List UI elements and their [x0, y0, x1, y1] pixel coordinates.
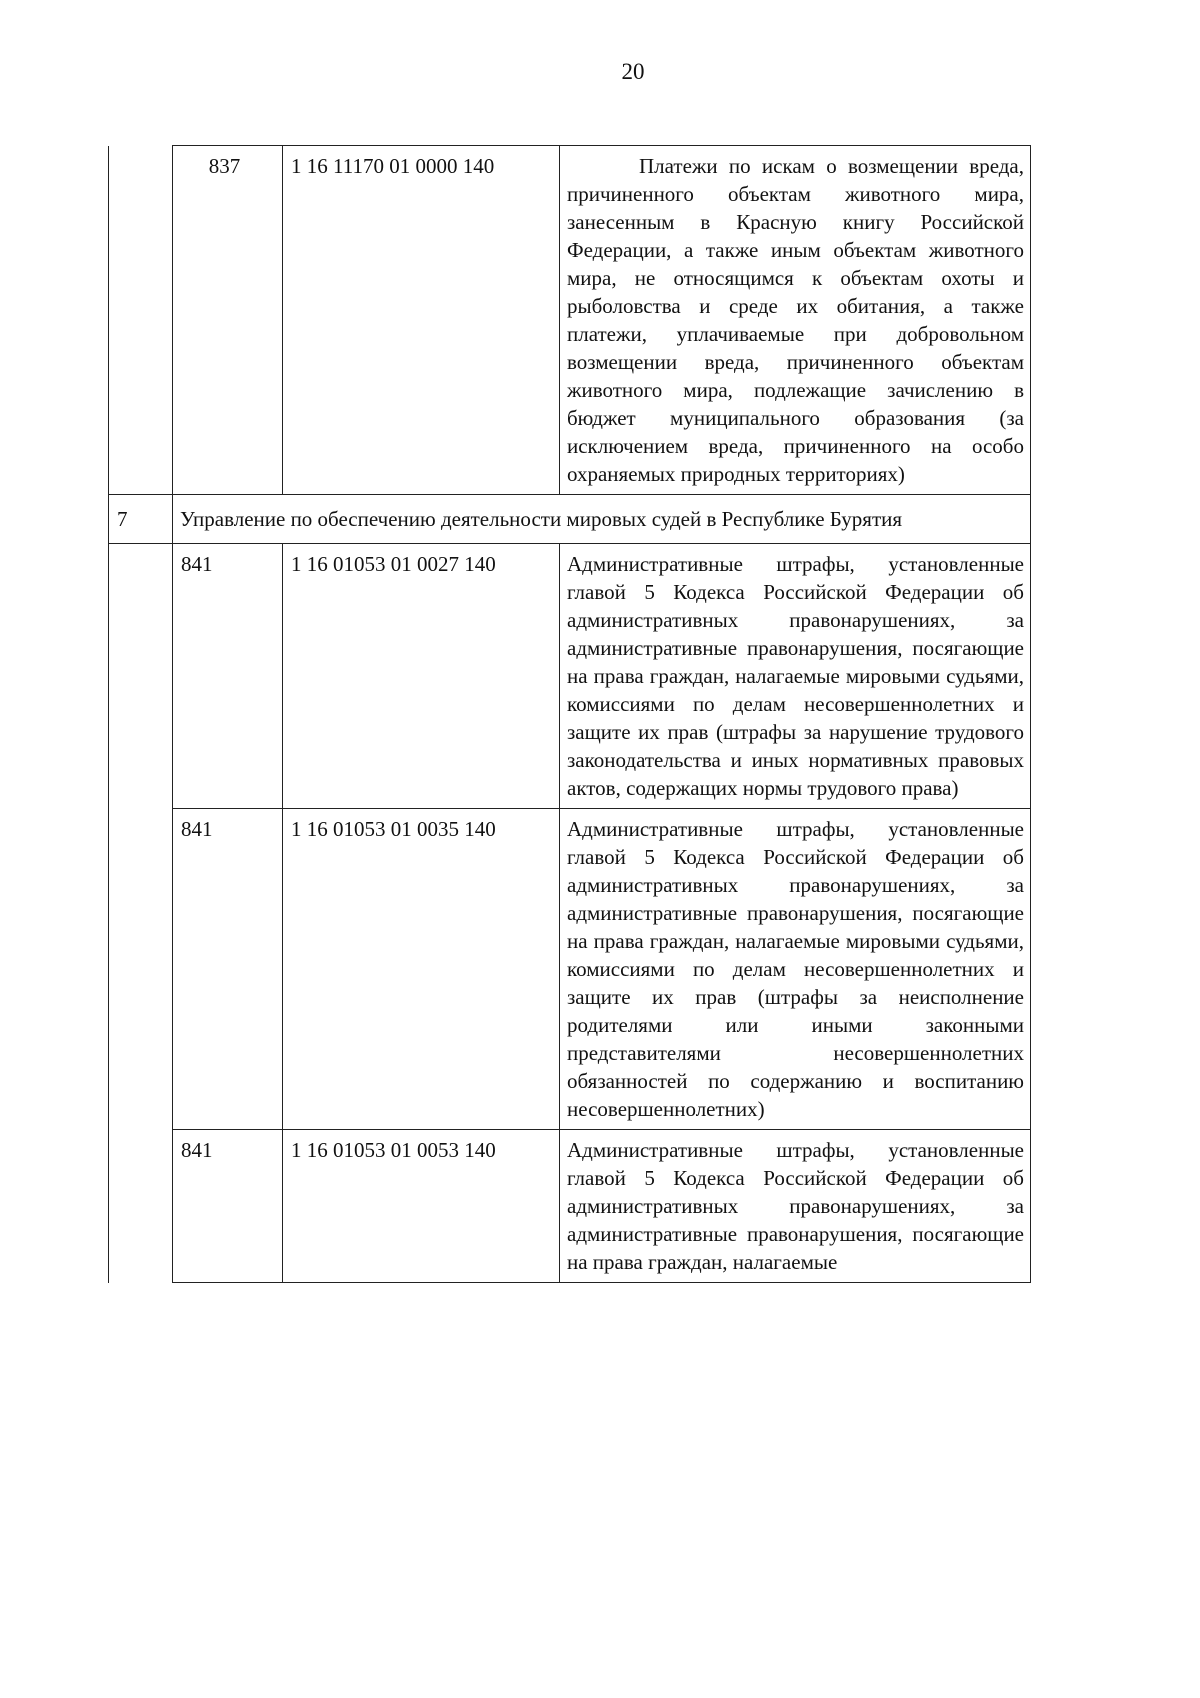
table-row	[109, 809, 1031, 1130]
admin-code-cell: 841	[173, 1130, 283, 1283]
revenue-codes-table	[108, 145, 1031, 1283]
admin-code-cell: 841	[173, 544, 283, 809]
description-cell: Административные штрафы, установленные главой 5 Кодекса Российской Федерации об административных правонарушениях, за административные правонарушения, посягающие на права граждан, налагаемые	[560, 1130, 1031, 1283]
section-row	[109, 495, 1031, 544]
description-cell: Административные штрафы, установленные главой 5 Кодекса Российской Федерации об административных правонарушениях, за административные правонарушения, посягающие на права граждан, налагаемые мировыми судьями, комиссиями по делам несовершеннолетних и защите их прав (штрафы за нарушение трудового законодательства и иных нормативных правовых актов, содержащих нормы трудового права)	[560, 544, 1031, 809]
budget-code-cell: 1 16 11170 01 0000 140	[283, 146, 560, 495]
admin-code-cell: 841	[173, 809, 283, 1130]
row-number-cell	[109, 544, 173, 809]
row-number-cell	[109, 809, 173, 1130]
budget-code-cell: 1 16 01053 01 0035 140	[283, 809, 560, 1130]
table-row	[109, 146, 1031, 495]
admin-code-cell: 837	[173, 146, 283, 495]
description-cell: Платежи по искам о возмещении вреда, причиненного объектам животного мира, занесенным в Красную книгу Российской Федерации, а также иным объектам животного мира, не относящимся к объектам охоты и рыболовства и среде их обитания, а также платежи, уплачиваемые при добровольном возмещении вреда, причиненного объектам животного мира, подлежащие зачислению в бюджет муниципального образования (за исключением вреда, причиненного на особо охраняемых природных территориях)	[560, 146, 1031, 495]
table-row	[109, 544, 1031, 809]
table-row	[109, 1130, 1031, 1283]
description-cell: Административные штрафы, установленные главой 5 Кодекса Российской Федерации об административных правонарушениях, за административные правонарушения, посягающие на права граждан, налагаемые мировыми судьями, комиссиями по делам несовершеннолетних и защите их прав (штрафы за неисполнение родителями или иными законными представителями несовершеннолетних обязанностей по содержанию и воспитанию несовершеннолетних)	[560, 809, 1031, 1130]
section-title: Управление по обеспечению деятельности мировых судей в Республике Бурятия	[173, 495, 1031, 544]
budget-code-cell: 1 16 01053 01 0053 140	[283, 1130, 560, 1283]
row-number-cell	[109, 146, 173, 495]
budget-code-cell: 1 16 01053 01 0027 140	[283, 544, 560, 809]
page-number: 20	[621, 59, 645, 84]
row-number-cell	[109, 1130, 173, 1283]
section-number: 7	[109, 495, 173, 544]
